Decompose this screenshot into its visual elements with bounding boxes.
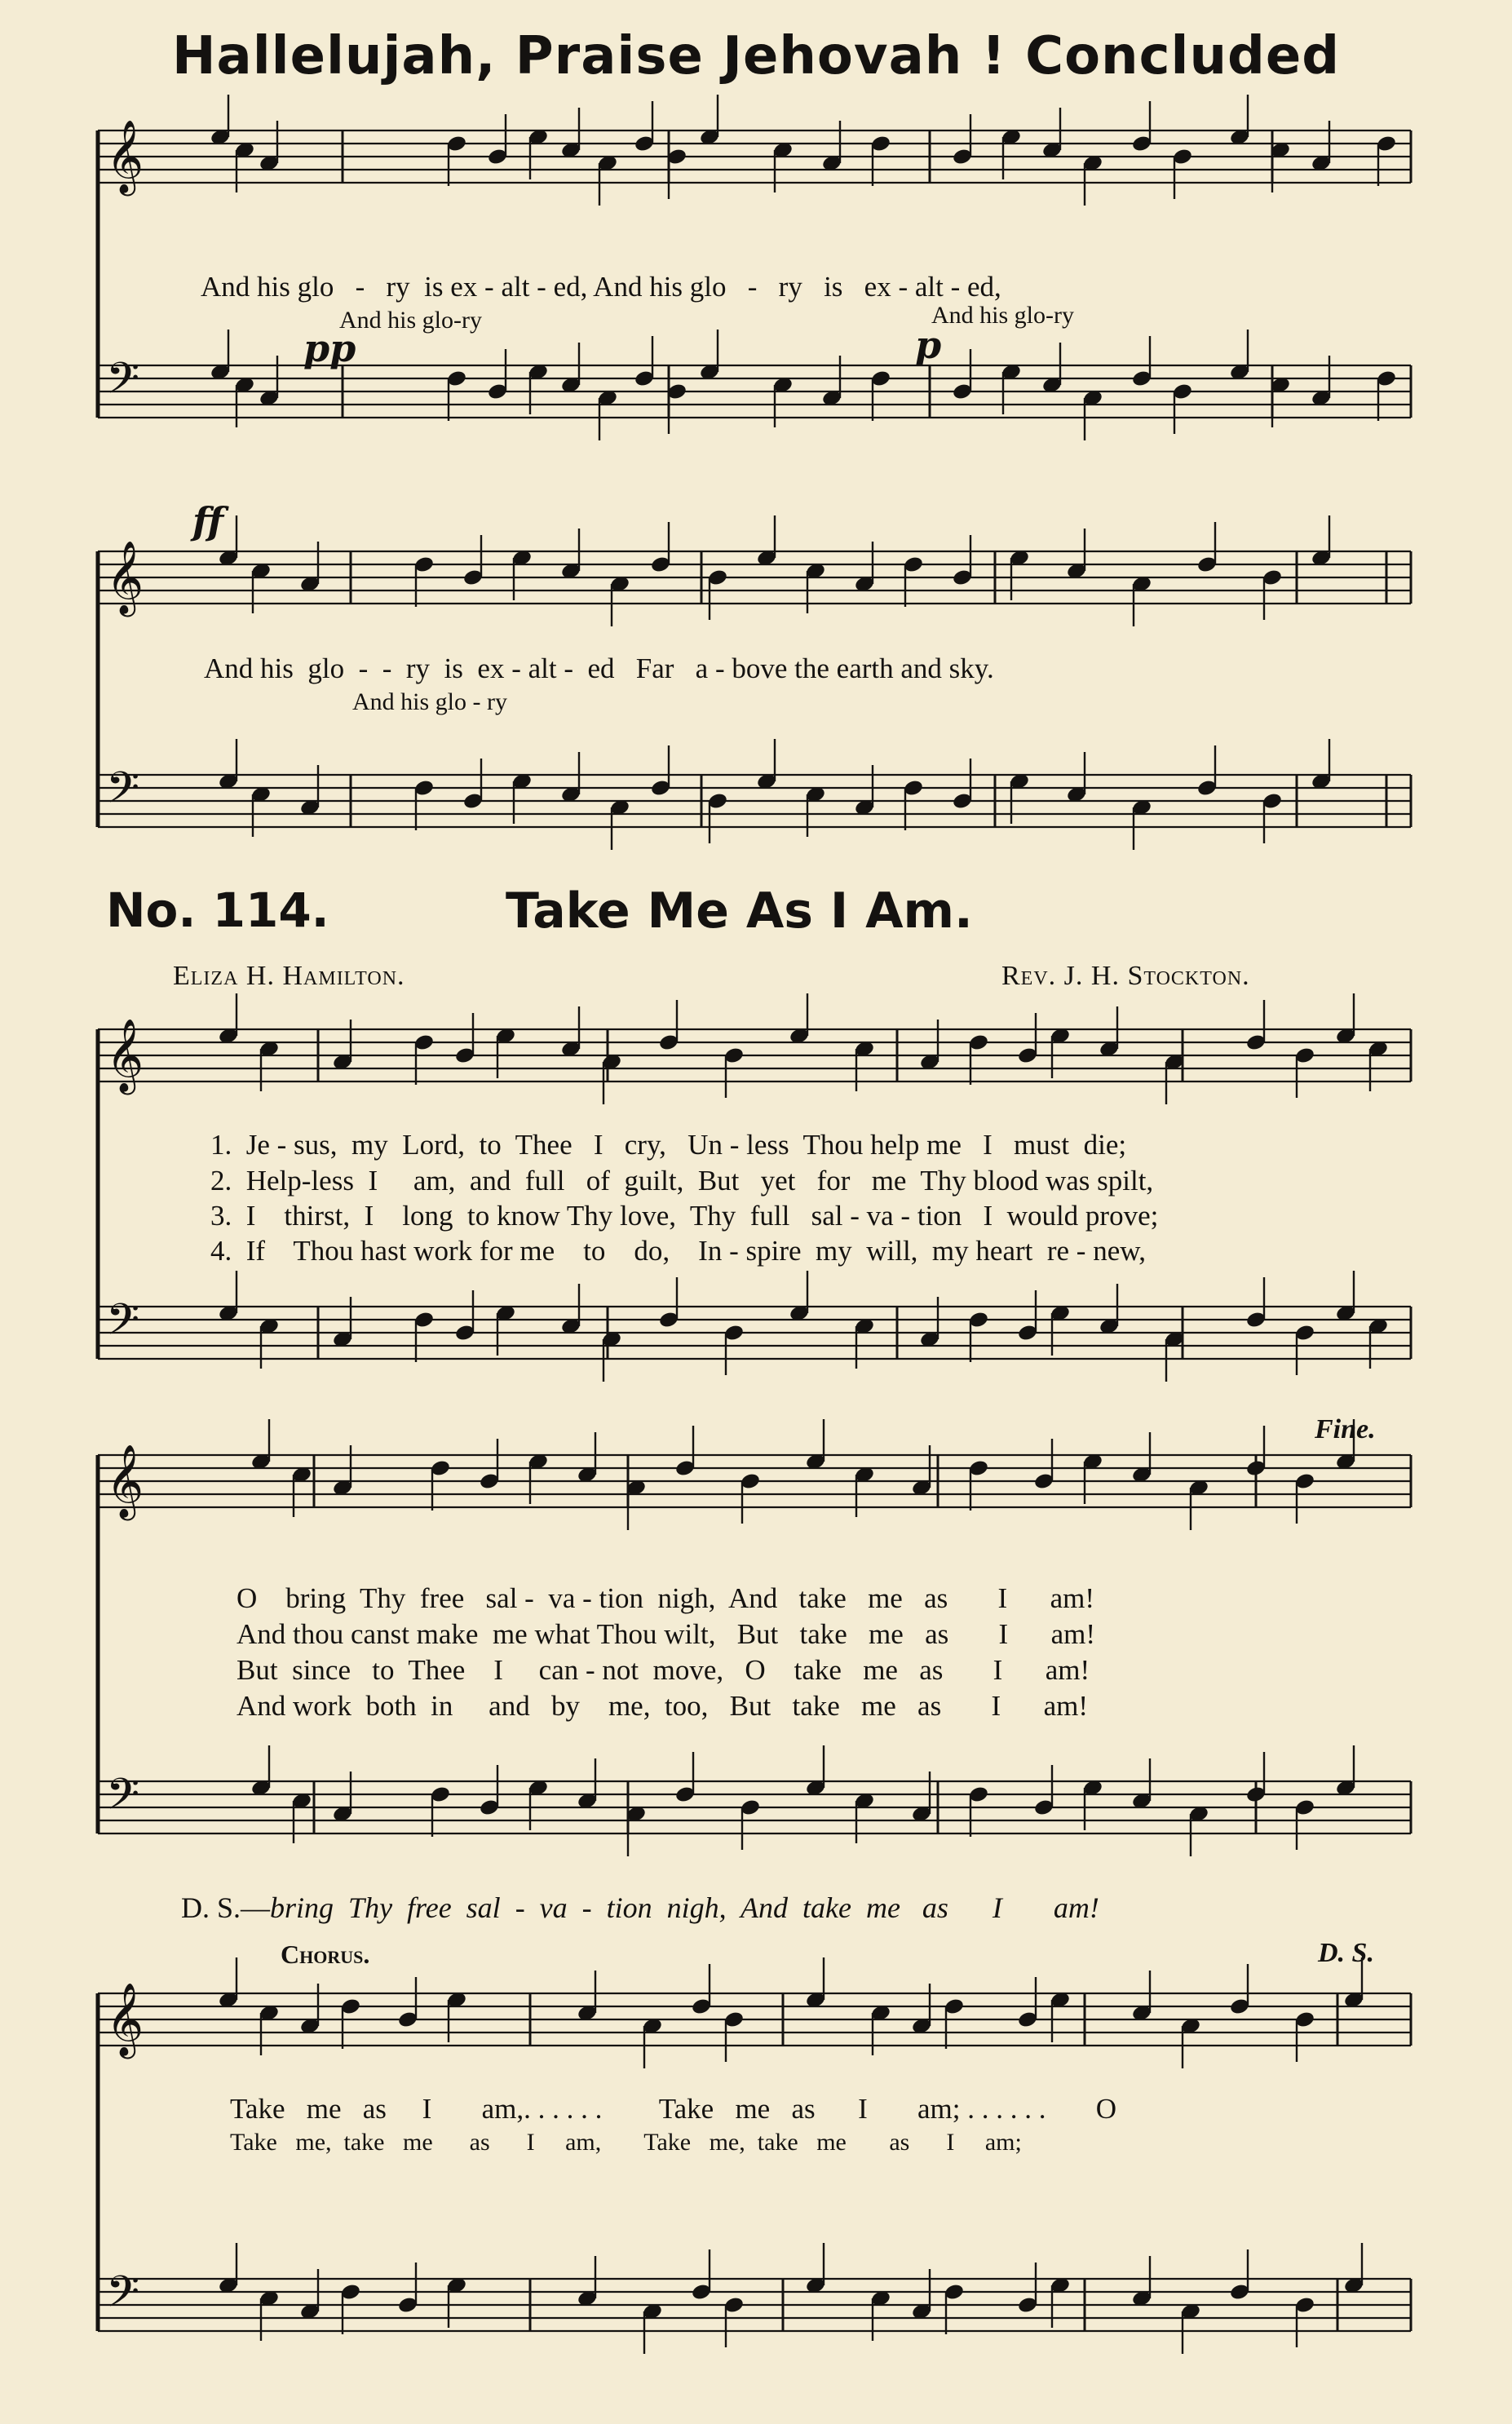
hymn-author: Eliza H. Hamilton. xyxy=(173,961,405,991)
chorus-lyrics: Take me as I am,. . . . . . Take me as I am; . . . . . . O xyxy=(230,2093,1117,2125)
system-2-treble-clef: 𝄞 xyxy=(106,541,144,614)
verse1-line2: O bring Thy free sal - va - tion nigh, And take me as I am! xyxy=(237,1582,1095,1614)
dynamic-p: p xyxy=(915,323,942,367)
verse3-line2: But since to Thee I can - not move, O take me as I am! xyxy=(237,1654,1090,1686)
section2-bass-cue: And his glo - ry xyxy=(352,688,507,715)
system-3-treble-clef: 𝄞 xyxy=(106,1019,144,1092)
system-5-bass-clef: 𝄢 xyxy=(106,2267,140,2328)
verse1-line1: 1. Je - sus, my Lord, to Thee I cry, Un - less Thou help me I must die; xyxy=(210,1129,1127,1161)
system-2-bass-clef: 𝄢 xyxy=(106,763,140,824)
section1-lyrics: And his glo - ry is ex - alt - ed, And his glo - ry is ex - alt - ed, xyxy=(201,271,1001,303)
system-5-treble-clef: 𝄞 xyxy=(106,1983,144,2056)
section2-lyrics: And his glo - - ry is ex - alt - ed Far a - bove the earth and sky. xyxy=(204,652,994,684)
verse3-line1: 3. I thirst, I long to know Thy love, Thy full sal - va - tion I would prove; xyxy=(210,1200,1159,1232)
verse4-line2: And work both in and by me, too, But take me as I am! xyxy=(237,1690,1089,1722)
system-1-treble-clef: 𝄞 xyxy=(106,120,144,193)
system-4-bass-clef: 𝄢 xyxy=(106,1770,140,1830)
ds-text-line xyxy=(181,1891,1099,1925)
verse2-line1: 2. Help-less I am, and full of guilt, But yet for me Thy blood was spilt, xyxy=(210,1165,1154,1197)
ds-lyrics: bring Thy free sal - va - tion nigh, And take me as I am! xyxy=(270,1891,1099,1924)
system-1-bass-clef: 𝄢 xyxy=(106,354,140,414)
system-4-treble-clef: 𝄞 xyxy=(106,1444,144,1518)
system-3-bass-clef: 𝄢 xyxy=(106,1295,140,1356)
dynamic-ff: ff xyxy=(192,499,224,543)
section1-bass-cue-1: And his glo-ry xyxy=(339,307,482,334)
chorus-label: Chorus. xyxy=(281,1940,370,1969)
verse2-line2: And thou canst make me what Thou wilt, But take me as I am! xyxy=(237,1618,1096,1650)
fine-mark: Fine. xyxy=(1315,1414,1376,1444)
verse4-line1: 4. If Thou hast work for me to do, In - spire my will, my heart re - new, xyxy=(210,1235,1146,1267)
ds-prefix: D. S.— xyxy=(181,1891,271,1924)
chorus-bass-lyrics: Take me, take me as I am, Take me, take me as I am; xyxy=(230,2129,1022,2156)
page-title: Hallelujah, Praise Jehovah ! Concluded xyxy=(171,26,1341,86)
hymn-number: No. 114. xyxy=(106,882,329,938)
hymn-title: Take Me As I Am. xyxy=(506,882,973,940)
section1-bass-cue-2: And his glo-ry xyxy=(931,302,1074,329)
ds-mark: D. S. xyxy=(1318,1938,1374,1968)
hymn-composer: Rev. J. H. Stockton. xyxy=(1001,961,1250,991)
dynamic-pp: pp xyxy=(303,326,356,370)
